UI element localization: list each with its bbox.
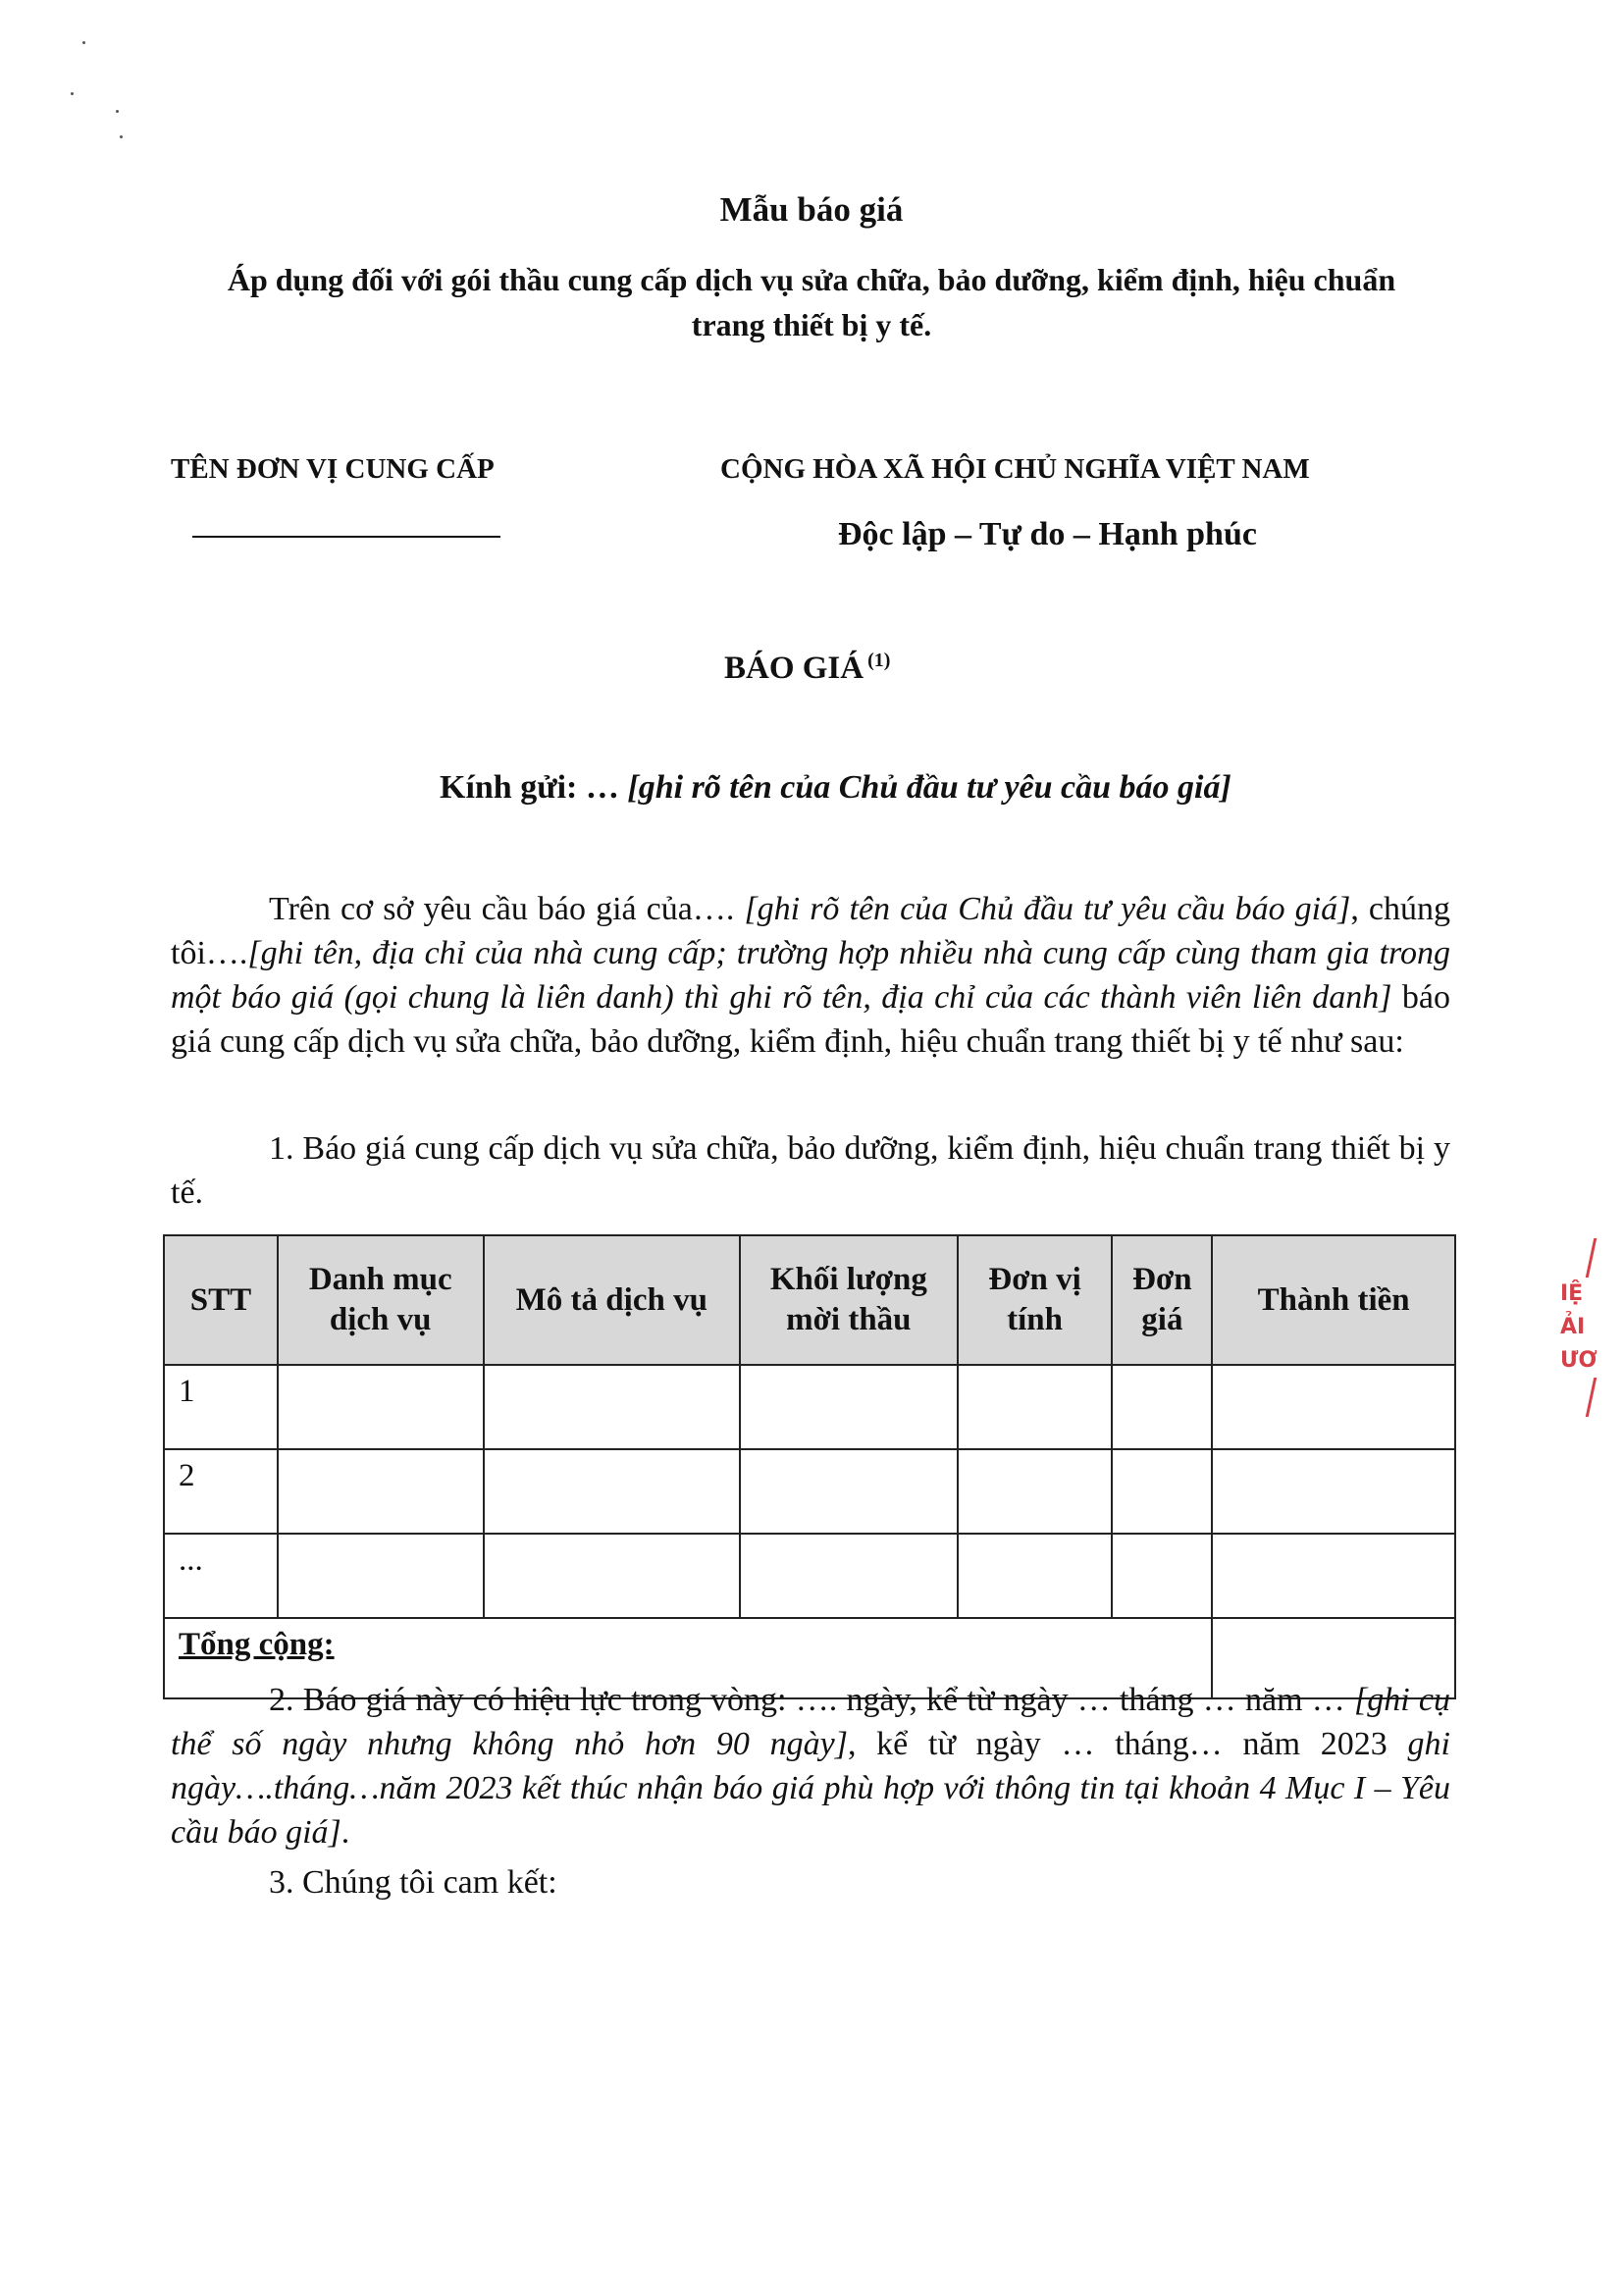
recipient-label: Kính gửi: … (440, 769, 619, 806)
stamp-text-1: IỆ (1560, 1281, 1584, 1306)
scan-speck (116, 110, 119, 113)
document-heading-text: BÁO GIÁ (724, 651, 864, 686)
total-label: Tổng cộng: (164, 1618, 1212, 1698)
intro-text-1: Trên cơ sở yêu cầu báo giá của…. (269, 891, 745, 927)
intro-text-2: , chúng tôi…. (171, 891, 1450, 971)
validity-text-1: 2. Báo giá này có hiệu lực trong vòng: …. ngày, kể từ ngày … tháng … năm … (269, 1682, 1354, 1718)
column-header-quantity: Khối lượng mời thầu (740, 1235, 958, 1365)
intro-placeholder-investor: [ghi rõ tên của Chủ đầu tư yêu cầu báo giá] (744, 891, 1351, 927)
table-cell[interactable] (1212, 1365, 1455, 1449)
table-cell[interactable] (740, 1534, 958, 1618)
red-stamp-fragment (1560, 1238, 1623, 1523)
table-cell[interactable] (278, 1534, 484, 1618)
column-header-stt: STT (164, 1235, 278, 1365)
table-cell[interactable] (958, 1449, 1113, 1534)
table-cell[interactable] (958, 1534, 1113, 1618)
table-cell[interactable] (958, 1365, 1113, 1449)
column-header-unit: Đơn vị tính (958, 1235, 1113, 1365)
stamp-text-2: ẢI (1560, 1315, 1586, 1339)
form-subtitle: Áp dụng đối với gói thầu cung cấp dịch vụ sửa chữa, bảo dưỡng, kiểm định, hiệu chuẩn trang thiết bị y tế. (227, 262, 1396, 342)
column-header-amount: Thành tiền (1212, 1235, 1455, 1365)
validity-text-2: , kể từ ngày … tháng… năm 2023 (847, 1726, 1408, 1762)
table-cell[interactable] (1112, 1449, 1212, 1534)
intro-paragraph (171, 887, 1450, 1064)
scan-speck (120, 135, 123, 138)
column-header-service-description: Mô tả dịch vụ (484, 1235, 740, 1365)
table-cell[interactable] (1212, 1449, 1455, 1534)
table-row (164, 1449, 1455, 1534)
section-2-paragraph (171, 1678, 1450, 1854)
table-cell[interactable] (484, 1534, 740, 1618)
validity-placeholder-days: [ghi cụ thể số ngày nhưng không nhỏ hơn 90 ngày] (171, 1682, 1450, 1762)
validity-placeholder-date: ghi ngày….tháng…năm 2023 kết thúc nhận báo giá phù hợp với thông tin tại khoản 4 Mục I – Yêu cầu báo giá] (171, 1726, 1450, 1851)
row-number: 2 (164, 1449, 278, 1534)
form-title: Mẫu báo giá (719, 190, 904, 229)
table-cell[interactable] (484, 1365, 740, 1449)
scan-speck (71, 92, 74, 95)
table-cell[interactable] (740, 1365, 958, 1449)
intro-placeholder-supplier: [ghi tên, địa chỉ của nhà cung cấp; trường hợp nhiều nhà cung cấp cùng tham gia trong một báo giá (gọi chung là liên danh) thì ghi rõ tên, địa chỉ của các thành viên liên danh] (171, 935, 1450, 1016)
table-row (164, 1534, 1455, 1618)
table-cell[interactable] (740, 1449, 958, 1534)
table-row (164, 1365, 1455, 1449)
heading-footnote-ref: (1) (867, 650, 891, 671)
validity-text-3: . (340, 1814, 350, 1851)
quotation-table (163, 1234, 1456, 1699)
scan-speck (82, 41, 85, 44)
recipient-line (440, 769, 1231, 807)
stamp-stroke (1556, 1238, 1597, 1278)
column-header-service-category: Danh mục dịch vụ (278, 1235, 484, 1365)
section-1-paragraph: 1. Báo giá cung cấp dịch vụ sửa chữa, bảo dưỡng, kiểm định, hiệu chuẩn trang thiết bị y tế. (171, 1130, 1450, 1211)
table-cell[interactable] (278, 1449, 484, 1534)
stamp-stroke (1556, 1378, 1597, 1417)
table-cell[interactable] (1212, 1534, 1455, 1618)
row-number: 1 (164, 1365, 278, 1449)
table-cell[interactable] (1112, 1365, 1212, 1449)
table-cell[interactable] (484, 1449, 740, 1534)
national-motto: Độc lập – Tự do – Hạnh phúc (838, 516, 1257, 552)
supplier-name-label: TÊN ĐƠN VỊ CUNG CẤP (171, 453, 495, 485)
document-heading (724, 650, 890, 687)
section-3-paragraph: 3. Chúng tôi cam kết: (269, 1864, 557, 1901)
country-name: CỘNG HÒA XÃ HỘI CHỦ NGHĨA VIỆT NAM (720, 453, 1310, 485)
table-cell[interactable] (1112, 1534, 1212, 1618)
stamp-text-3: ƯƠ (1560, 1348, 1597, 1373)
recipient-placeholder: [ghi rõ tên của Chủ đầu tư yêu cầu báo giá] (627, 769, 1231, 806)
intro-text-3: báo giá cung cấp dịch vụ sửa chữa, bảo dưỡng, kiểm định, hiệu chuẩn trang thiết bị y tế như sau: (171, 979, 1450, 1060)
supplier-name-underline (192, 536, 500, 538)
column-header-unit-price: Đơn giá (1112, 1235, 1212, 1365)
table-cell[interactable] (278, 1365, 484, 1449)
table-header-row (164, 1235, 1455, 1365)
row-number: ... (164, 1534, 278, 1618)
